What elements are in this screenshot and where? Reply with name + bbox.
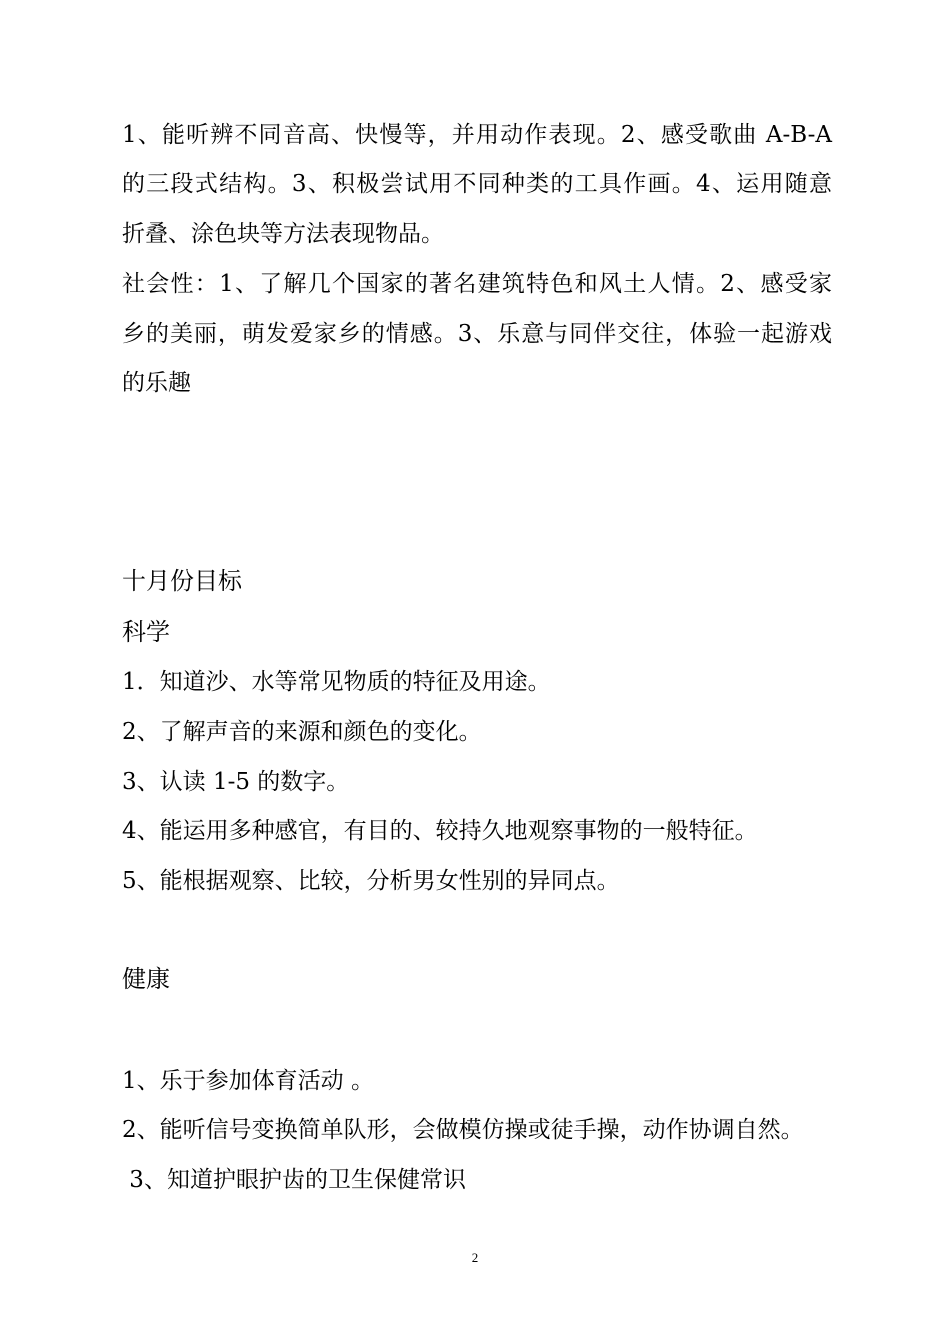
health-heading: 健康 <box>122 965 170 993</box>
page-number: 2 <box>471 1250 479 1265</box>
health-item-1: 1、乐于参加体育活动 。 <box>122 1068 374 1094</box>
health-item-3: 3、知道护眼护齿的卫生保健常识 <box>122 1167 466 1193</box>
science-item-1: 1．知道沙、水等常见物质的特征及用途。 <box>122 669 551 695</box>
art-goals-line-3: 折叠、涂色块等方法表现物品。 <box>122 221 444 247</box>
art-goals-line-2: 的三段式结构。3、积极尝试用不同种类的工具作画。4、运用随意 <box>122 171 832 197</box>
science-item-5: 5、能根据观察、比较，分析男女性别的异同点。 <box>122 868 620 894</box>
social-goals-line-2: 乡的美丽，萌发爱家乡的情感。3、乐意与同伴交往，体验一起游戏 <box>122 321 832 347</box>
science-item-4: 4、能运用多种感官，有目的、较持久地观察事物的一般特征。 <box>122 818 758 844</box>
science-item-3: 3、认读 1-5 的数字。 <box>122 769 350 795</box>
october-goals-title: 十月份目标 <box>122 567 242 595</box>
science-heading: 科学 <box>122 618 170 646</box>
health-item-2: 2、能听信号变换简单队形，会做模仿操或徒手操，动作协调自然。 <box>122 1117 804 1143</box>
science-item-2: 2、了解声音的来源和颜色的变化。 <box>122 719 482 745</box>
social-goals-line-1: 社会性：1、了解几个国家的著名建筑特色和风土人情。2、感受家 <box>122 271 832 297</box>
art-goals-line-1: 1、能听辨不同音高、快慢等，并用动作表现。2、感受歌曲 A-B-A <box>122 122 832 148</box>
social-goals-line-3: 的乐趣 <box>122 370 191 396</box>
